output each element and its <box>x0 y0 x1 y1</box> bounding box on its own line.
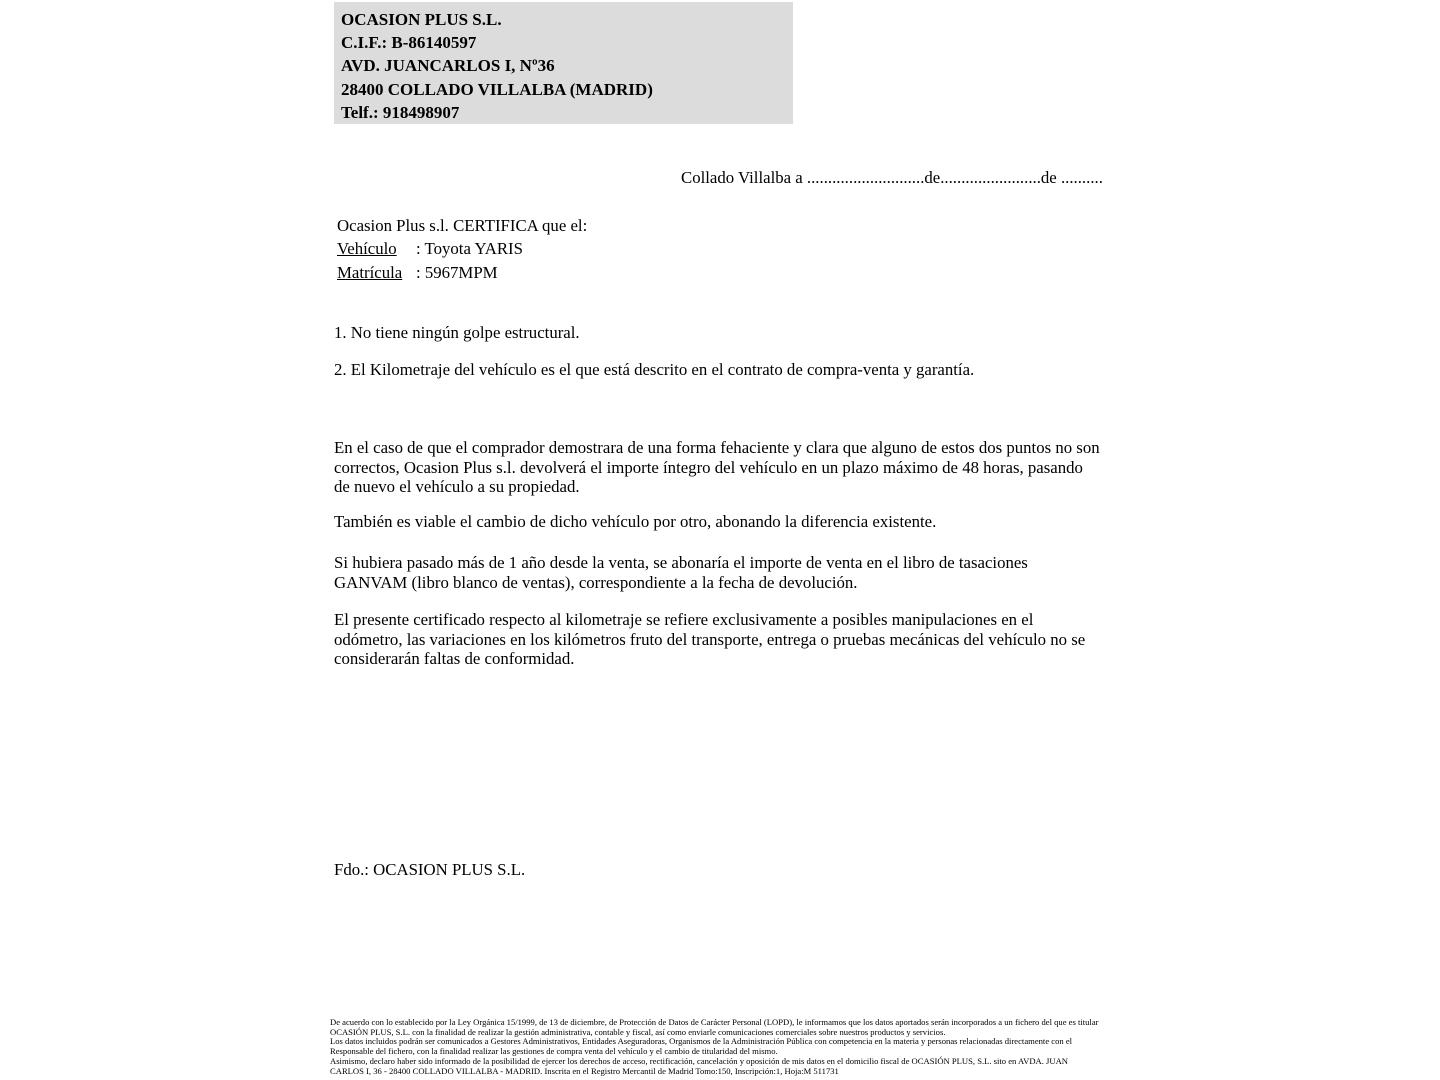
certify-intro: Ocasion Plus s.l. CERTIFICA que el: <box>337 216 588 235</box>
signature-line: Fdo.: OCASION PLUS S.L. <box>334 860 526 879</box>
date-line: Collado Villalba a ............................de........................de .......... <box>681 168 1103 187</box>
legal-paragraph-data-sharing: Los datos incluidos podrán ser comunicados a Gestores Administrativos, Entidades Aseguradoras, Organismos de la Administración Pública con competencia en la materia y personas relacionadas directamente con el Responsable del fichero, con la finalidad realizar las gestiones de compra venta del vehículo y el cambio de titularidad del mismo. <box>330 1036 1073 1057</box>
plate-value: : 5967MPM <box>416 262 498 282</box>
legal-footer <box>330 1018 1104 1076</box>
body-paragraph-ganvam: Si hubiera pasado más de 1 año desde la venta, se abonaría el importe de venta en el libro de tasaciones GANVAM (libro blanco de ventas), correspondiente a la fecha de devolución. <box>334 553 1028 592</box>
company-cif: C.I.F.: B-86140597 <box>341 33 477 53</box>
company-phone: Telf.: 918498907 <box>341 102 460 122</box>
company-address: AVD. JUANCARLOS I, Nº36 <box>341 56 555 76</box>
company-name: OCASION PLUS S.L. <box>341 10 502 29</box>
body-paragraph-odometer: El presente certificado respecto al kilometraje se refiere exclusivamente a posibles manipulaciones en el odómetro, las variaciones en los kilómetros fruto del transporte, entrega o pruebas mecánicas del vehículo no se considerarán faltas de conformidad. <box>334 610 1086 669</box>
body-paragraph-exchange: También es viable el cambio de dicho vehículo por otro, abonando la diferencia existente. <box>334 512 937 531</box>
certification-block <box>337 214 587 284</box>
vehicle-value: : Toyota YARIS <box>416 239 523 259</box>
plate-label: Matrícula <box>337 262 403 282</box>
company-header-box <box>334 2 793 124</box>
legal-paragraph-lopd: De acuerdo con lo establecido por la Ley Orgánica 15/1999, de 13 de diciembre, de Protección de Datos de Carácter Personal (LOPD), le informamos que los datos aportados serán incorporados a un fichero del que es titular OCASIÓN PLUS, S.L. con la finalidad de realizar la gestión administrativa, contable y fiscal, así como enviarle comunicaciones comerciales sobre nuestros productos y servicios. <box>330 1017 1099 1037</box>
plate-row <box>337 261 587 284</box>
body-paragraph-refund: En el caso de que el comprador demostrara de una forma fehaciente y clara que alguno de estos dos puntos no son correctos, Ocasion Plus s.l. devolverá el importe íntegro del vehículo en un plazo máximo de 48 horas, pasando de nuevo el vehículo a su propiedad. <box>334 438 1100 497</box>
legal-paragraph-rights: Asimismo, declaro haber sido informado de la posibilidad de ejercer los derechos de acceso, rectificación, cancelación y oposición de mis datos en el domicilio fiscal de OCASIÓN PLUS, S.L. sito en AVDA. JUAN CARLOS I, 36 - 28400 COLLADO VILLALBA - MADRID. Inscrita en el Registro Mercantil de Madrid Tomo:150, Inscripción:1, Hoja:M 511731 <box>330 1055 1069 1076</box>
vehicle-label: Vehículo <box>337 239 397 259</box>
condition-point-2: 2. El Kilometraje del vehículo es el que está descrito en el contrato de compra-venta y garantía. <box>334 360 975 379</box>
vehicle-row <box>337 237 587 260</box>
company-city: 28400 COLLADO VILLALBA (MADRID) <box>341 79 653 99</box>
condition-point-1: 1. No tiene ningún golpe estructural. <box>334 323 580 342</box>
